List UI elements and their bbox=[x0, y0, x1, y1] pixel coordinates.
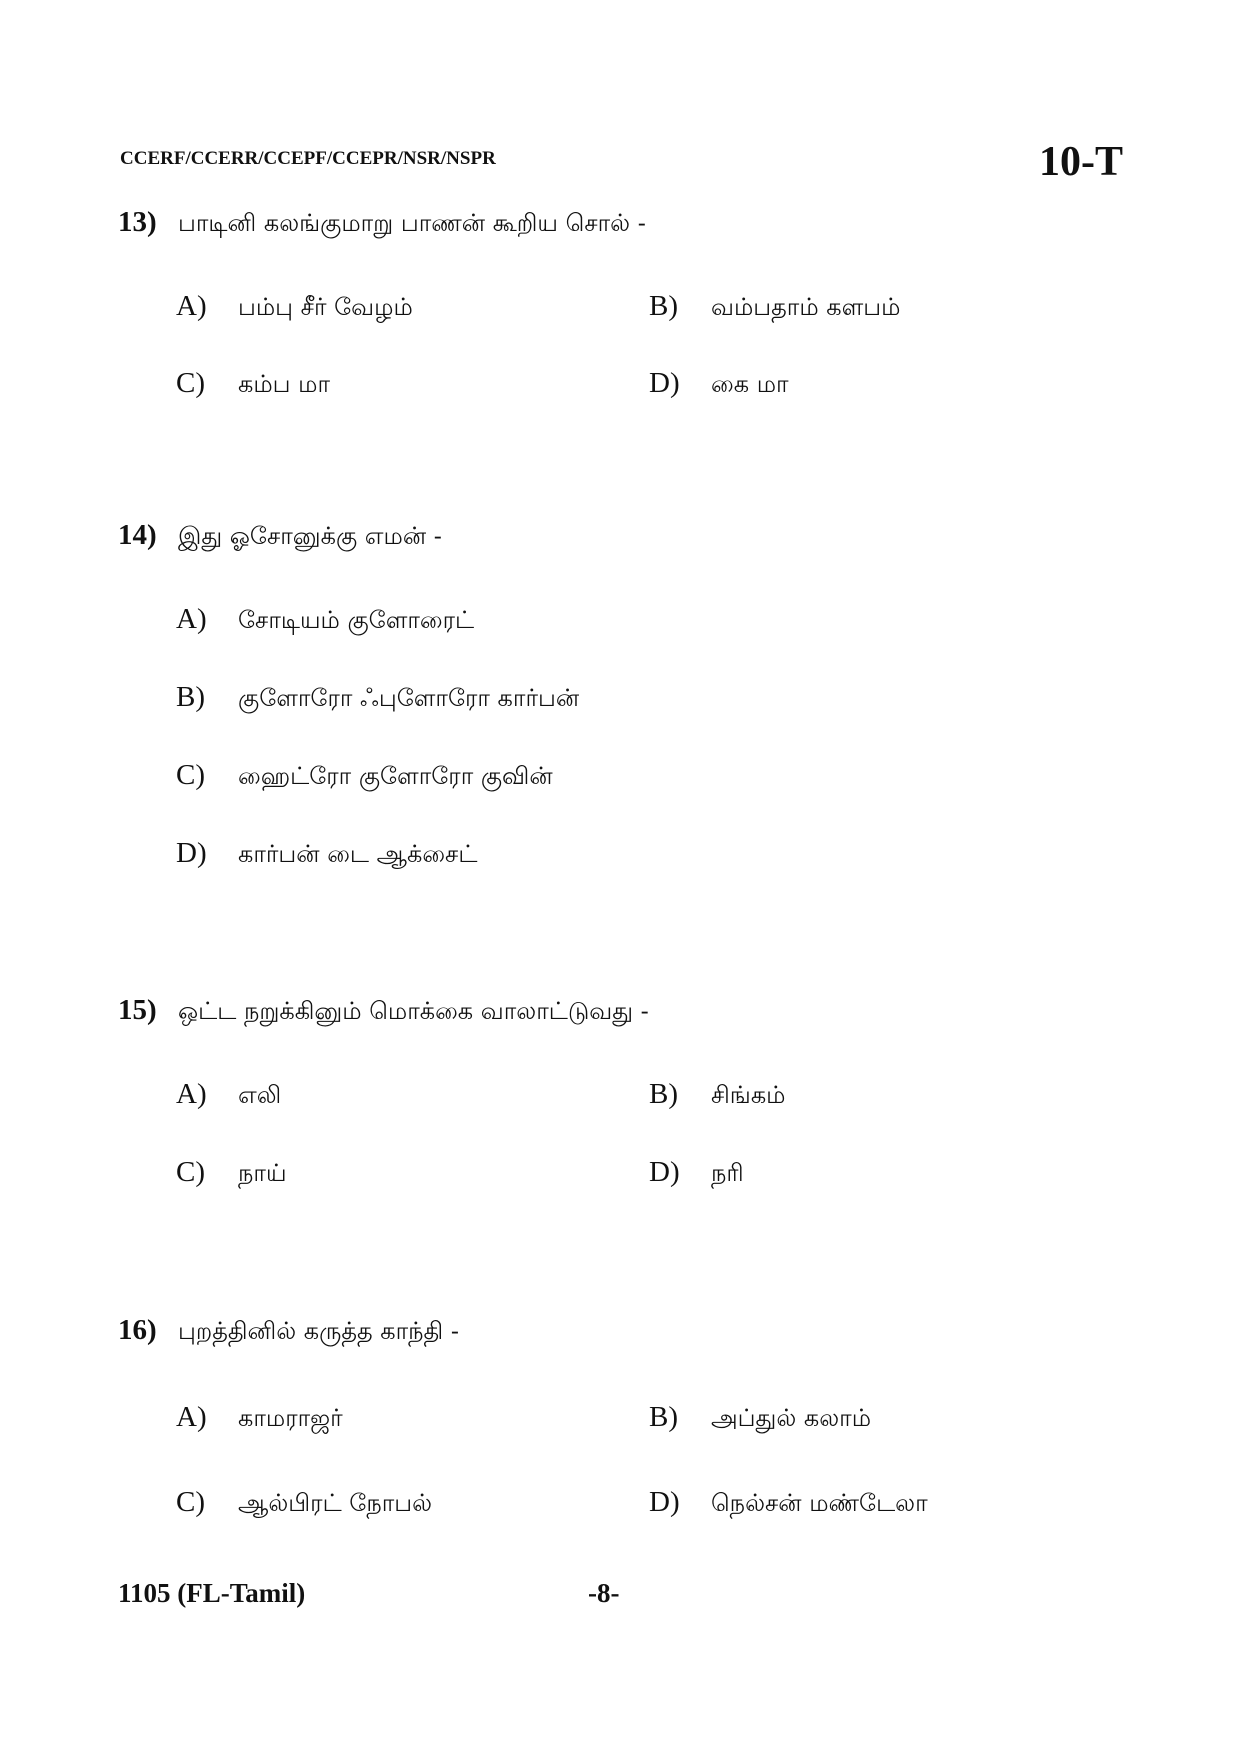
option-c bbox=[176, 367, 330, 407]
option-a bbox=[176, 1078, 281, 1118]
option-b bbox=[649, 290, 900, 330]
question-text: ஒட்ட நறுக்கினும் மொக்கை வாலாட்டுவது - bbox=[178, 997, 649, 1025]
option-text: காமராஜர் bbox=[238, 1404, 343, 1432]
option-c bbox=[176, 1156, 287, 1196]
question-14 bbox=[118, 519, 1128, 869]
option-label: B) bbox=[649, 1078, 678, 1110]
option-a bbox=[176, 290, 413, 330]
option-label: C) bbox=[176, 1156, 205, 1188]
option-text: சோடியம் குளோரைட் bbox=[238, 606, 475, 634]
option-text: கை மா bbox=[711, 370, 789, 398]
option-a bbox=[176, 1401, 343, 1441]
question-text: பாடினி கலங்குமாறு பாணன் கூறிய சொல் - bbox=[178, 209, 646, 237]
option-label: B) bbox=[649, 1401, 678, 1433]
option-d bbox=[649, 367, 789, 407]
option-text: வம்பதாம் களபம் bbox=[711, 293, 901, 321]
option-label: D) bbox=[176, 837, 207, 869]
option-b bbox=[649, 1078, 785, 1118]
option-text: சிங்கம் bbox=[711, 1081, 786, 1109]
question-number: 14) bbox=[118, 519, 157, 551]
option-label: B) bbox=[176, 681, 205, 713]
option-text: கம்ப மா bbox=[238, 370, 331, 398]
option-d bbox=[649, 1156, 744, 1196]
option-d bbox=[649, 1486, 928, 1526]
footer-page-number: -8- bbox=[588, 1578, 620, 1608]
option-text: ஆல்பிரட் நோபல் bbox=[238, 1489, 433, 1517]
question-number: 13) bbox=[118, 206, 157, 238]
option-label: B) bbox=[649, 290, 678, 322]
question-13 bbox=[118, 206, 1128, 399]
option-label: A) bbox=[176, 603, 207, 635]
option-c bbox=[176, 759, 553, 799]
option-text: ஹைட்ரோ குளோரோ குவின் bbox=[238, 762, 553, 790]
question-text: புறத்தினில் கருத்த காந்தி - bbox=[178, 1317, 459, 1345]
option-label: A) bbox=[176, 1401, 207, 1433]
option-text: பம்பு சீர் வேழம் bbox=[238, 293, 413, 321]
option-c bbox=[176, 1486, 432, 1526]
option-label: D) bbox=[649, 367, 680, 399]
option-label: C) bbox=[176, 759, 205, 791]
option-text: நரி bbox=[711, 1159, 744, 1187]
option-text: நாய் bbox=[238, 1159, 287, 1187]
option-label: D) bbox=[649, 1486, 680, 1518]
option-b bbox=[176, 681, 579, 721]
question-number: 15) bbox=[118, 994, 157, 1026]
question-15 bbox=[118, 994, 1128, 1188]
option-text: நெல்சன் மண்டேலா bbox=[711, 1489, 928, 1517]
option-text: எலி bbox=[238, 1081, 282, 1109]
option-d bbox=[176, 837, 477, 877]
option-text: அப்துல் கலாம் bbox=[711, 1404, 872, 1432]
option-label: A) bbox=[176, 290, 207, 322]
option-a bbox=[176, 603, 474, 643]
paper-code-header: CCERF/CCERR/CCEPF/CCEPR/NSR/NSPR bbox=[120, 148, 496, 169]
option-text: குளோரோ ஃபுளோரோ கார்பன் bbox=[238, 684, 580, 712]
option-text: கார்பன் டை ஆக்சைட் bbox=[238, 840, 478, 868]
question-16 bbox=[118, 1314, 1128, 1518]
question-text: இது ஓசோனுக்கு எமன் - bbox=[178, 522, 442, 550]
option-label: A) bbox=[176, 1078, 207, 1110]
question-number: 16) bbox=[118, 1314, 157, 1346]
option-label: C) bbox=[176, 367, 205, 399]
footer-paper-code: 1105 (FL-Tamil) bbox=[118, 1578, 306, 1608]
page-tag: 10-T bbox=[1039, 139, 1123, 185]
option-label: C) bbox=[176, 1486, 205, 1518]
option-b bbox=[649, 1401, 871, 1441]
option-label: D) bbox=[649, 1156, 680, 1188]
